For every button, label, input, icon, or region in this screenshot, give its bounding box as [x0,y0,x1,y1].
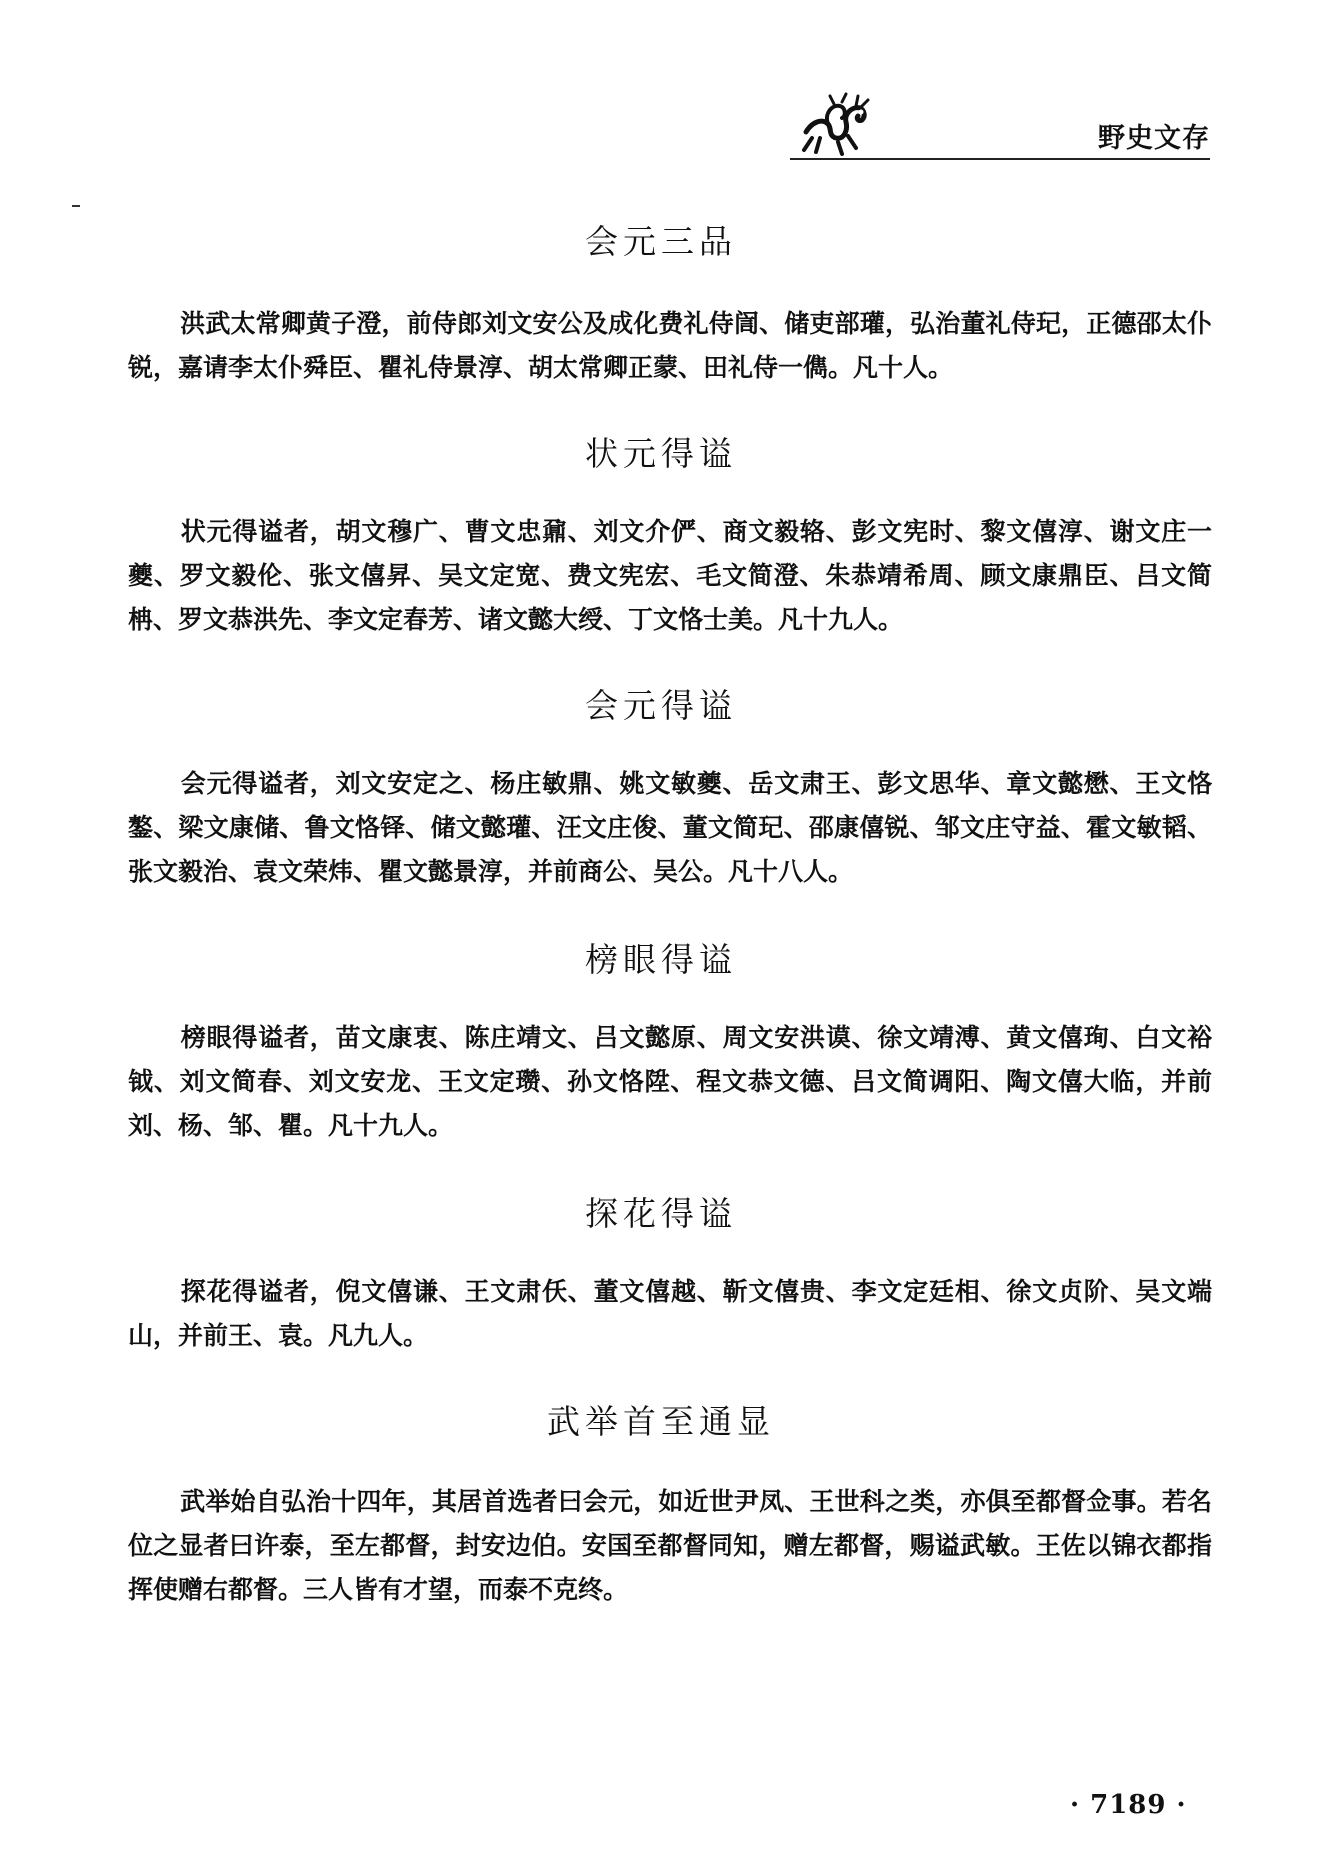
section-title: 武举首至通显 [547,1402,775,1441]
section-body-text: 武举始自弘治十四年，其居首选者曰会元，如近世尹凤、王世科之类，亦俱至都督佥事。若名位之显者曰许泰，至左都督，封安边伯。安国至都督同知，赠左都督，赐谥武敏。王佐以锦衣都指挥使赠右都督。三人皆有才望，而泰不克终。 [128,1487,1212,1604]
section-body-text: 探花得谥者，倪文僖谦、王文肃仸、董文僖越、靳文僖贵、李文定廷相、徐文贞阶、吴文端山，并前王、袁。凡九人。 [128,1277,1212,1350]
series-title: 野史文存 [1098,123,1210,154]
section-body-text: 榜眼得谥者，苗文康衷、陈庄靖文、吕文懿原、周文安洪谟、徐文靖溥、黄文僖珣、白文裕钺、刘文简春、刘文安龙、王文定瓒、孙文恪陞、程文恭文德、吕文简调阳、陶文僖大临，并前刘、杨、邹、瞿。凡十九人。 [128,1023,1212,1140]
section-body [128,1016,1212,1148]
section-body-text: 状元得谥者，胡文穆广、曹文忠鼐、刘文介俨、商文毅辂、彭文宪时、黎文僖淳、谢文庄一夔、罗文毅伦、张文僖昇、吴文定宽、费文宪宏、毛文简澄、朱恭靖希周、顾文康鼎臣、吕文简柟、罗文恭洪先、李文定春芳、诸文懿大绶、丁文恪士美。凡十九人。 [128,517,1212,634]
section-title: 会元三品 [585,222,737,261]
section-title: 探花得谥 [585,1194,737,1233]
section-body [128,762,1212,894]
dragon-icon [798,92,870,158]
section-body [128,1270,1212,1358]
page-header [790,88,1210,168]
scan-mark [72,205,80,207]
section-body [128,302,1212,390]
header-divider [790,158,1210,160]
section-title: 会元得谥 [585,686,737,725]
page-number: · 7189 · [1070,1790,1187,1820]
section-title: 状元得谥 [585,434,737,473]
section-title: 榜眼得谥 [585,940,737,979]
section-body-text: 会元得谥者，刘文安定之、杨庄敏鼎、姚文敏夔、岳文肃王、彭文思华、章文懿懋、王文恪鏊、梁文康储、鲁文恪铎、储文懿瓘、汪文庄俊、董文简玘、邵康僖锐、邹文庄守益、霍文敏韬、张文毅治、袁文荣炜、瞿文懿景淳，并前商公、吴公。凡十八人。 [128,769,1212,886]
section-body [128,1480,1212,1612]
section-body-text: 洪武太常卿黄子澄，前侍郎刘文安公及成化费礼侍訚、储吏部瓘，弘治董礼侍玘，正德邵太仆锐，嘉请李太仆舜臣、瞿礼侍景淳、胡太常卿正蒙、田礼侍一儁。凡十人。 [128,309,1212,382]
section-body [128,510,1212,642]
